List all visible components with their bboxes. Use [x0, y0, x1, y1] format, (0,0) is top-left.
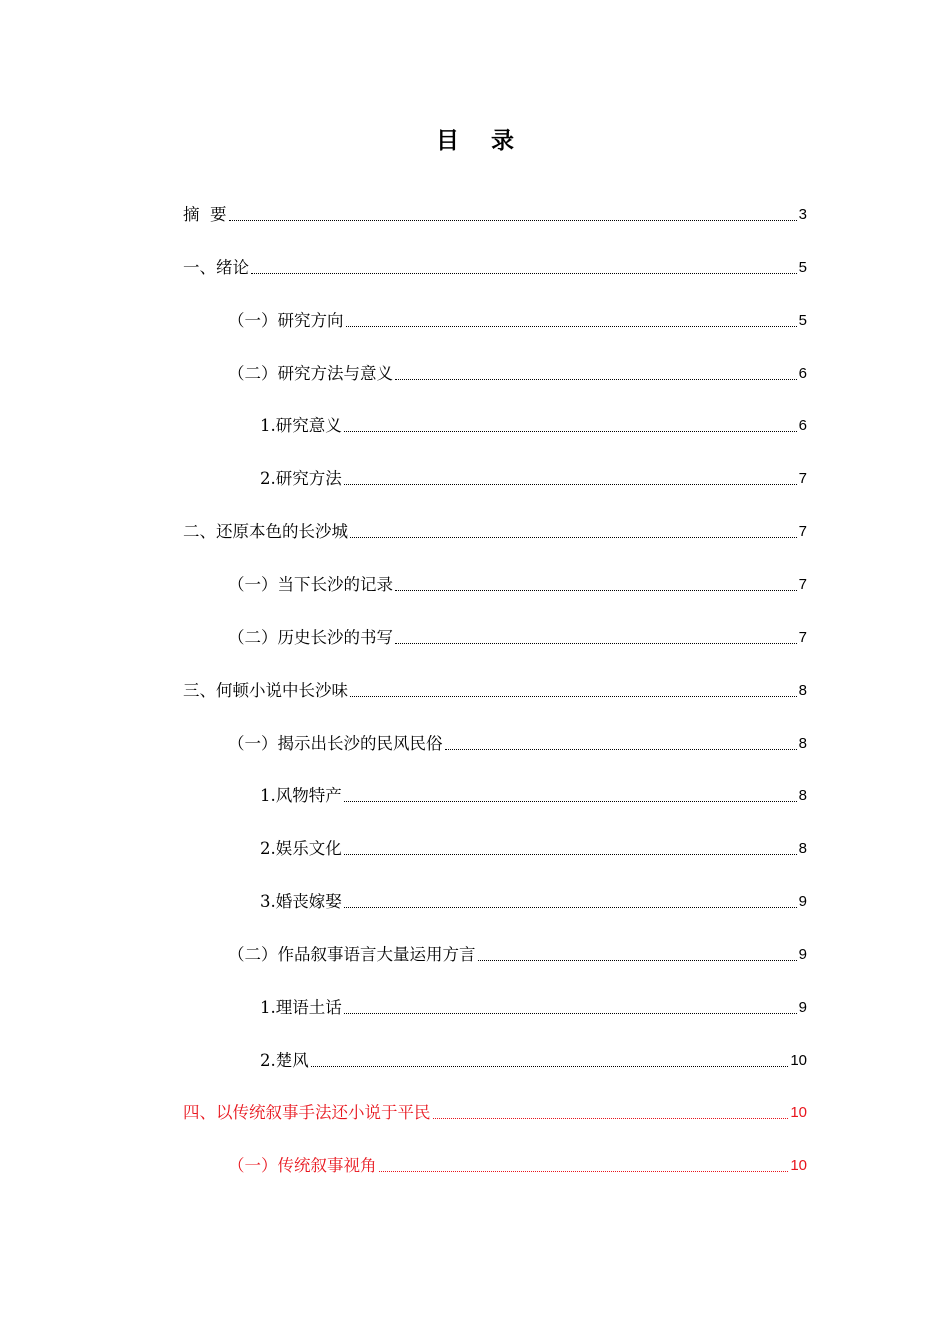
toc-entry[interactable] — [260, 771, 807, 807]
toc-entry-page-number: 6 — [798, 364, 807, 382]
toc-entry-page-number: 7 — [798, 470, 807, 488]
toc-entry[interactable] — [228, 349, 807, 385]
toc-dot-leader — [311, 1065, 789, 1067]
toc-entry-label: 二、还原本色的长沙城 — [183, 522, 348, 542]
toc-entry-page-number: 10 — [790, 1157, 807, 1175]
toc-dot-leader — [395, 378, 797, 380]
toc-entry-page-number: 7 — [798, 523, 807, 541]
toc-entry-page-number: 7 — [798, 628, 807, 646]
toc-entry-label: 2.楚风 — [260, 1050, 309, 1070]
toc-entry-label: 3.婚丧嫁娶 — [260, 892, 342, 912]
toc-entry-page-number: 8 — [798, 681, 807, 699]
toc-entry[interactable] — [183, 666, 807, 702]
toc-entry-label: （二）作品叙事语言大量运用方言 — [228, 944, 476, 964]
toc-entry-page-number: 3 — [798, 206, 807, 223]
toc-entry[interactable] — [228, 1141, 807, 1177]
toc-title: 目 录 — [435, 128, 526, 154]
toc-entry[interactable] — [228, 560, 807, 596]
toc-entry[interactable] — [228, 613, 807, 649]
toc-entry-page-number: 5 — [798, 258, 807, 276]
toc-entry-label: （二）历史长沙的书写 — [228, 627, 393, 647]
toc-dot-leader — [395, 589, 797, 591]
toc-dot-leader — [344, 906, 797, 908]
toc-entry-label: （一）研究方向 — [228, 310, 344, 330]
toc-entry-label: 四、以传统叙事手法还小说于平民 — [183, 1103, 431, 1123]
toc-entry-label: 1.研究意义 — [260, 416, 342, 436]
toc-dot-leader — [395, 642, 797, 644]
toc-entry[interactable] — [260, 401, 807, 437]
toc-dot-leader — [229, 219, 797, 221]
toc-entry-label: 摘 要 — [183, 205, 227, 224]
toc-entry[interactable] — [228, 296, 807, 332]
toc-entry[interactable] — [183, 243, 807, 279]
toc-entry-page-number: 8 — [798, 840, 807, 858]
toc-entry-label: （一）当下长沙的记录 — [228, 574, 393, 594]
toc-entry-page-number: 9 — [798, 893, 807, 911]
toc-entry[interactable] — [260, 824, 807, 860]
toc-entry-page-number: 10 — [790, 1104, 807, 1122]
toc-dot-leader — [344, 1012, 797, 1014]
toc-dot-leader — [251, 272, 797, 274]
toc-entry[interactable] — [228, 930, 807, 966]
toc-entry[interactable] — [183, 507, 807, 543]
toc-dot-leader — [445, 748, 797, 750]
toc-entry[interactable] — [228, 719, 807, 755]
toc-entry[interactable] — [260, 983, 807, 1019]
toc-entry-label: （二）研究方法与意义 — [228, 363, 393, 383]
toc-entry-label: 一、绪论 — [183, 257, 249, 277]
toc-entry[interactable] — [260, 454, 807, 490]
toc-entry[interactable] — [260, 877, 807, 913]
toc-entry-page-number: 7 — [798, 575, 807, 593]
toc-entry-page-number: 5 — [798, 311, 807, 329]
toc-entry-page-number: 9 — [798, 945, 807, 963]
toc-entry-page-number: 8 — [798, 787, 807, 805]
toc-entry-label: （一）传统叙事视角 — [228, 1156, 377, 1176]
toc-entry-page-number: 6 — [798, 417, 807, 435]
toc-dot-leader — [433, 1117, 789, 1119]
toc-dot-leader — [478, 959, 797, 961]
toc-entry[interactable] — [183, 190, 807, 226]
toc-entry-label: 1.理语土话 — [260, 997, 342, 1017]
toc-dot-leader — [350, 695, 797, 697]
toc-dot-leader — [346, 325, 797, 327]
toc-entry-page-number: 8 — [798, 734, 807, 752]
toc-entry-label: 1.风物特产 — [260, 786, 342, 806]
toc-entry[interactable] — [183, 1088, 807, 1124]
toc-entry-label: （一）揭示出长沙的民风民俗 — [228, 733, 443, 753]
toc-entry-label: 2.娱乐文化 — [260, 839, 342, 859]
toc-entry-page-number: 10 — [790, 1051, 807, 1069]
toc-dot-leader — [344, 430, 797, 432]
toc-dot-leader — [344, 483, 797, 485]
toc-entry-page-number: 9 — [798, 998, 807, 1016]
toc-dot-leader — [350, 536, 797, 538]
toc-entry-label: 2.研究方法 — [260, 469, 342, 489]
toc-dot-leader — [379, 1170, 789, 1172]
toc-dot-leader — [344, 800, 797, 802]
toc-entry[interactable] — [260, 1036, 807, 1072]
toc-entry-label: 三、何顿小说中长沙味 — [183, 680, 348, 700]
toc-dot-leader — [344, 853, 797, 855]
